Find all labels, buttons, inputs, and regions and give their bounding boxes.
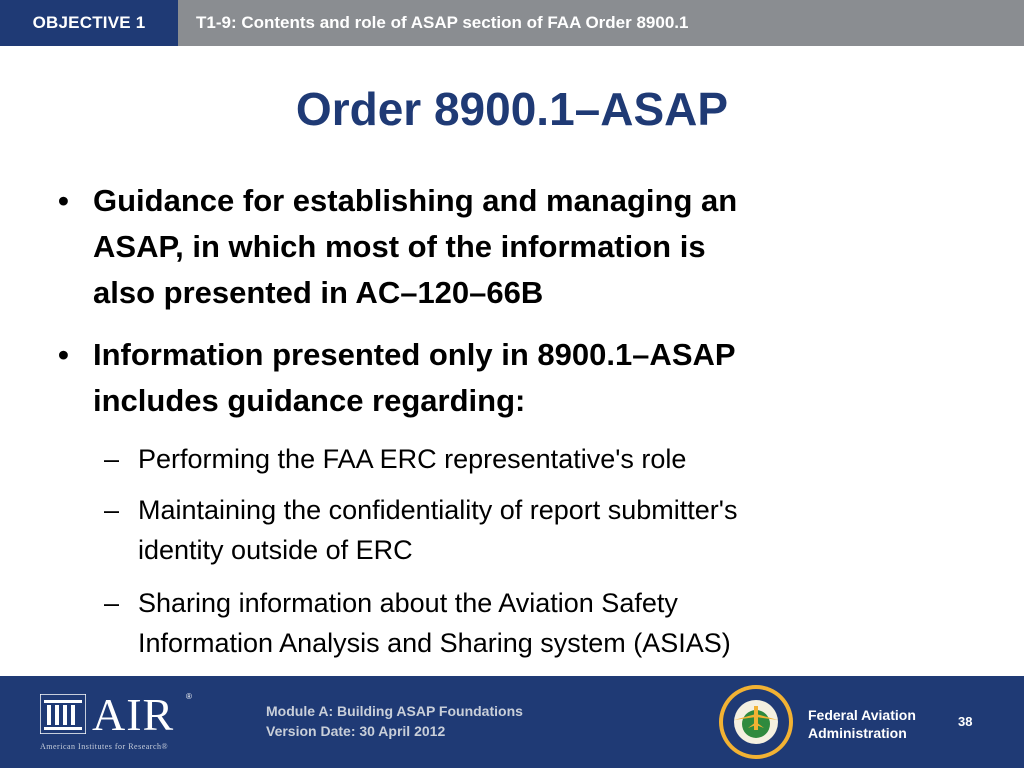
bullet-marker: •	[58, 337, 69, 372]
module-info	[266, 701, 523, 741]
sub-bullet-2-line-2: identity outside of ERC	[138, 535, 413, 565]
faa-seal-icon	[718, 684, 794, 760]
bullet-marker: •	[58, 183, 69, 218]
bullet-1-line-1: Guidance for establishing and managing an	[93, 183, 738, 218]
air-logo-text: AIR	[92, 689, 175, 740]
registered-mark: ®	[186, 692, 192, 701]
sub-bullet-marker: –	[104, 444, 120, 474]
topic-title: T1-9: Contents and role of ASAP section of FAA Order 8900.1	[196, 13, 689, 32]
faa-name-line-1: Federal Aviation	[808, 707, 916, 723]
bullet-2-line-1: Information presented only in 8900.1–ASAP	[93, 337, 736, 372]
sub-bullet-2-line-1: Maintaining the confidentiality of report submitter's	[138, 495, 738, 525]
version-date: Version Date: 30 April 2012	[266, 723, 446, 739]
sub-bullet-3-line-1: Sharing information about the Aviation Safety	[138, 588, 678, 618]
bullet-1-line-2: ASAP, in which most of the information is	[93, 229, 706, 264]
slide-title: Order 8900.1–ASAP	[295, 83, 729, 135]
sub-bullet-1-line-1: Performing the FAA ERC representative's role	[138, 444, 687, 474]
objective-badge: OBJECTIVE 1	[0, 0, 178, 46]
bullet-1-line-3: also presented in AC–120–66B	[93, 275, 544, 310]
bullet-2-line-2: includes guidance regarding:	[93, 383, 526, 418]
air-logo-subtitle: American Institutes for Research®	[40, 742, 169, 751]
columns-icon	[40, 694, 86, 734]
page-number: 38	[958, 714, 973, 729]
sub-bullet-marker: –	[104, 495, 120, 525]
module-name: Module A: Building ASAP Foundations	[266, 703, 523, 719]
footer-bar	[0, 676, 1024, 768]
sub-bullet-marker: –	[104, 588, 120, 618]
air-logo	[40, 690, 210, 756]
sub-bullet-3-line-2: Information Analysis and Sharing system (ASIAS)	[138, 628, 731, 658]
header-bar	[0, 0, 1024, 46]
faa-name	[808, 706, 916, 742]
faa-name-line-2: Administration	[808, 725, 907, 741]
